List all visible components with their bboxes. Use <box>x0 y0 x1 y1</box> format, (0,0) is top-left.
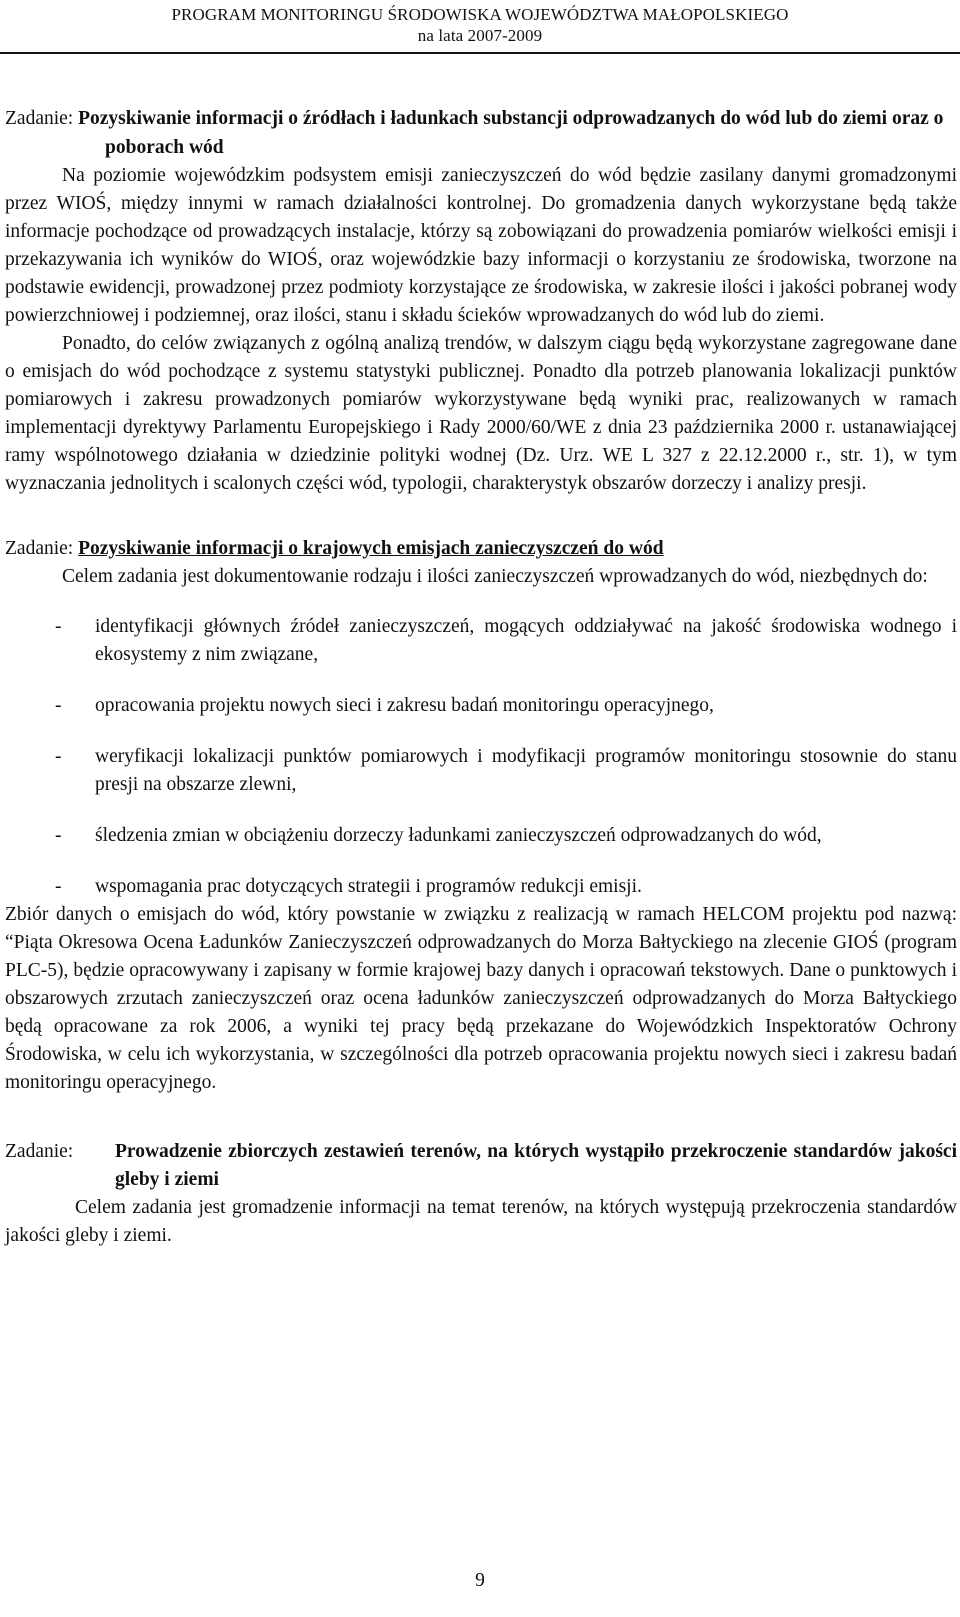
list-item <box>5 692 957 720</box>
document-body <box>5 104 957 1250</box>
list-dash: - <box>55 616 62 637</box>
section-2-title: Pozyskiwanie informacji o krajowych emisjach zanieczyszczeń do wód <box>78 538 664 559</box>
list-dash: - <box>55 746 62 767</box>
section-2-paragraph-1: Celem zadania jest dokumentowanie rodzaju i ilości zanieczyszczeń wprowadzanych do wód, niezbędnych do: <box>62 566 928 587</box>
section-2-heading <box>5 534 957 563</box>
header-subtitle: na lata 2007-2009 <box>417 26 543 45</box>
list-item <box>5 613 957 669</box>
list-item <box>5 743 957 799</box>
section-3-paragraph-1: Celem zadania jest gromadzenie informacji na temat terenów, na których występują przekroczenia standardów jakości gleby i ziemi. <box>5 1197 957 1246</box>
list-item-text: weryfikacji lokalizacji punktów pomiarowych i modyfikacji programów monitoringu stosownie do stanu presji na obszarze zlewni, <box>95 746 957 795</box>
page-number: 9 <box>475 1570 485 1591</box>
section-3-label: Zadanie: <box>5 1141 74 1162</box>
header-rule <box>0 52 960 54</box>
header-title: PROGRAM MONITORINGU ŚRODOWISKA WOJEWÓDZTWA MAŁOPOLSKIEGO <box>171 5 789 24</box>
list-item-text: opracowania projektu nowych sieci i zakresu badań monitoringu operacyjnego, <box>95 695 714 716</box>
list-item <box>5 822 957 850</box>
list-dash: - <box>55 695 62 716</box>
section-3-heading <box>5 1138 957 1194</box>
list-item-text: wspomagania prac dotyczących strategii i programów redukcji emisji. <box>95 876 642 897</box>
section-1-paragraph-1: Na poziomie wojewódzkim podsystem emisji zanieczyszczeń do wód będzie zasilany danymi gromadzonymi przez WIOŚ, między innymi w ramach działalności kontrolnej. Do gromadzenia danych wykorzystane będą także informacje pochodzące od prowadzących instalacje, którzy są zobowiązani do prowadzenia pomiarów wielkości emisji i przekazywania ich wyników do WIOŚ, oraz wojewódzkie bazy informacji o korzystaniu ze środowiska, tworzone na podstawie ewidencji, prowadzonej przez podmioty korzystające ze środowiska, w zakresie ilości i jakości pobranej wody powierzchniowej i podziemnej, oraz ilości, stanu i składu ścieków wprowadzanych do wód lub do ziemi. <box>5 165 957 326</box>
section-2-list <box>5 613 957 901</box>
section-1-label: Zadanie: <box>5 108 79 129</box>
list-item-text: śledzenia zmian w obciążeniu dorzeczy ładunkami zanieczyszczeń odprowadzanych do wód, <box>95 825 822 846</box>
section-2-label: Zadanie: <box>5 538 79 559</box>
list-dash: - <box>55 825 62 846</box>
list-item <box>5 873 957 901</box>
section-2-paragraph-2: Zbiór danych o emisjach do wód, który powstanie w związku z realizacją w ramach HELCOM projektu pod nazwą: “Piąta Okresowa Ocena Ładunków Zanieczyszczeń odprowadzanych do Morza Bałtyckiego na zlecenie GIOŚ (program PLC-5), będzie opracowywany i zapisany w formie krajowej bazy danych i opracowań tekstowych. Dane o punktowych i obszarowych zrzutach zanieczyszczeń oraz ocena ładunków zanieczyszczeń odprowadzanych do Morza Bałtyckiego będą opracowane za rok 2006, a wyniki tej pracy będą przekazane do Wojewódzkich Inspektoratów Ochrony Środowiska, w celu ich wykorzystania, w szczególności dla potrzeb opracowania projektu nowych sieci i zakresu badań monitoringu operacyjnego. <box>5 904 957 1093</box>
section-1-heading <box>5 104 957 162</box>
section-1-title: Pozyskiwanie informacji o źródłach i ładunkach substancji odprowadzanych do wód lub do ziemi oraz o poborach wód <box>78 108 944 158</box>
page-header <box>0 0 960 46</box>
list-item-text: identyfikacji głównych źródeł zanieczyszczeń, mogących oddziaływać na jakość środowiska wodnego i ekosystemy z nim związane, <box>95 616 957 665</box>
section-1-paragraph-2: Ponadto, do celów związanych z ogólną analizą trendów, w dalszym ciągu będą wykorzystane zagregowane dane o emisjach do wód pochodzące z systemu statystyki publicznej. Ponadto dla potrzeb planowania lokalizacji punktów pomiarowych i zakresu prowadzonych pomiarów wykorzystywane będą wyniki prac, realizowanych w ramach implementacji dyrektywy Parlamentu Europejskiego i Rady 2000/60/WE z dnia 23 października 2000 r. ustanawiającej ramy wspólnotowego działania w dziedzinie polityki wodnej (Dz. Urz. WE L 327 z 22.12.2000 r., str. 1), w tym wyznaczania jednolitych i scalonych części wód, typologii, charakterystyk obszarów dorzeczy i analizy presji. <box>5 333 957 494</box>
section-3-title: Prowadzenie zbiorczych zestawień terenów, na których wystąpiło przekroczenie standardów jakości gleby i ziemi <box>115 1141 957 1190</box>
list-dash: - <box>55 876 62 897</box>
